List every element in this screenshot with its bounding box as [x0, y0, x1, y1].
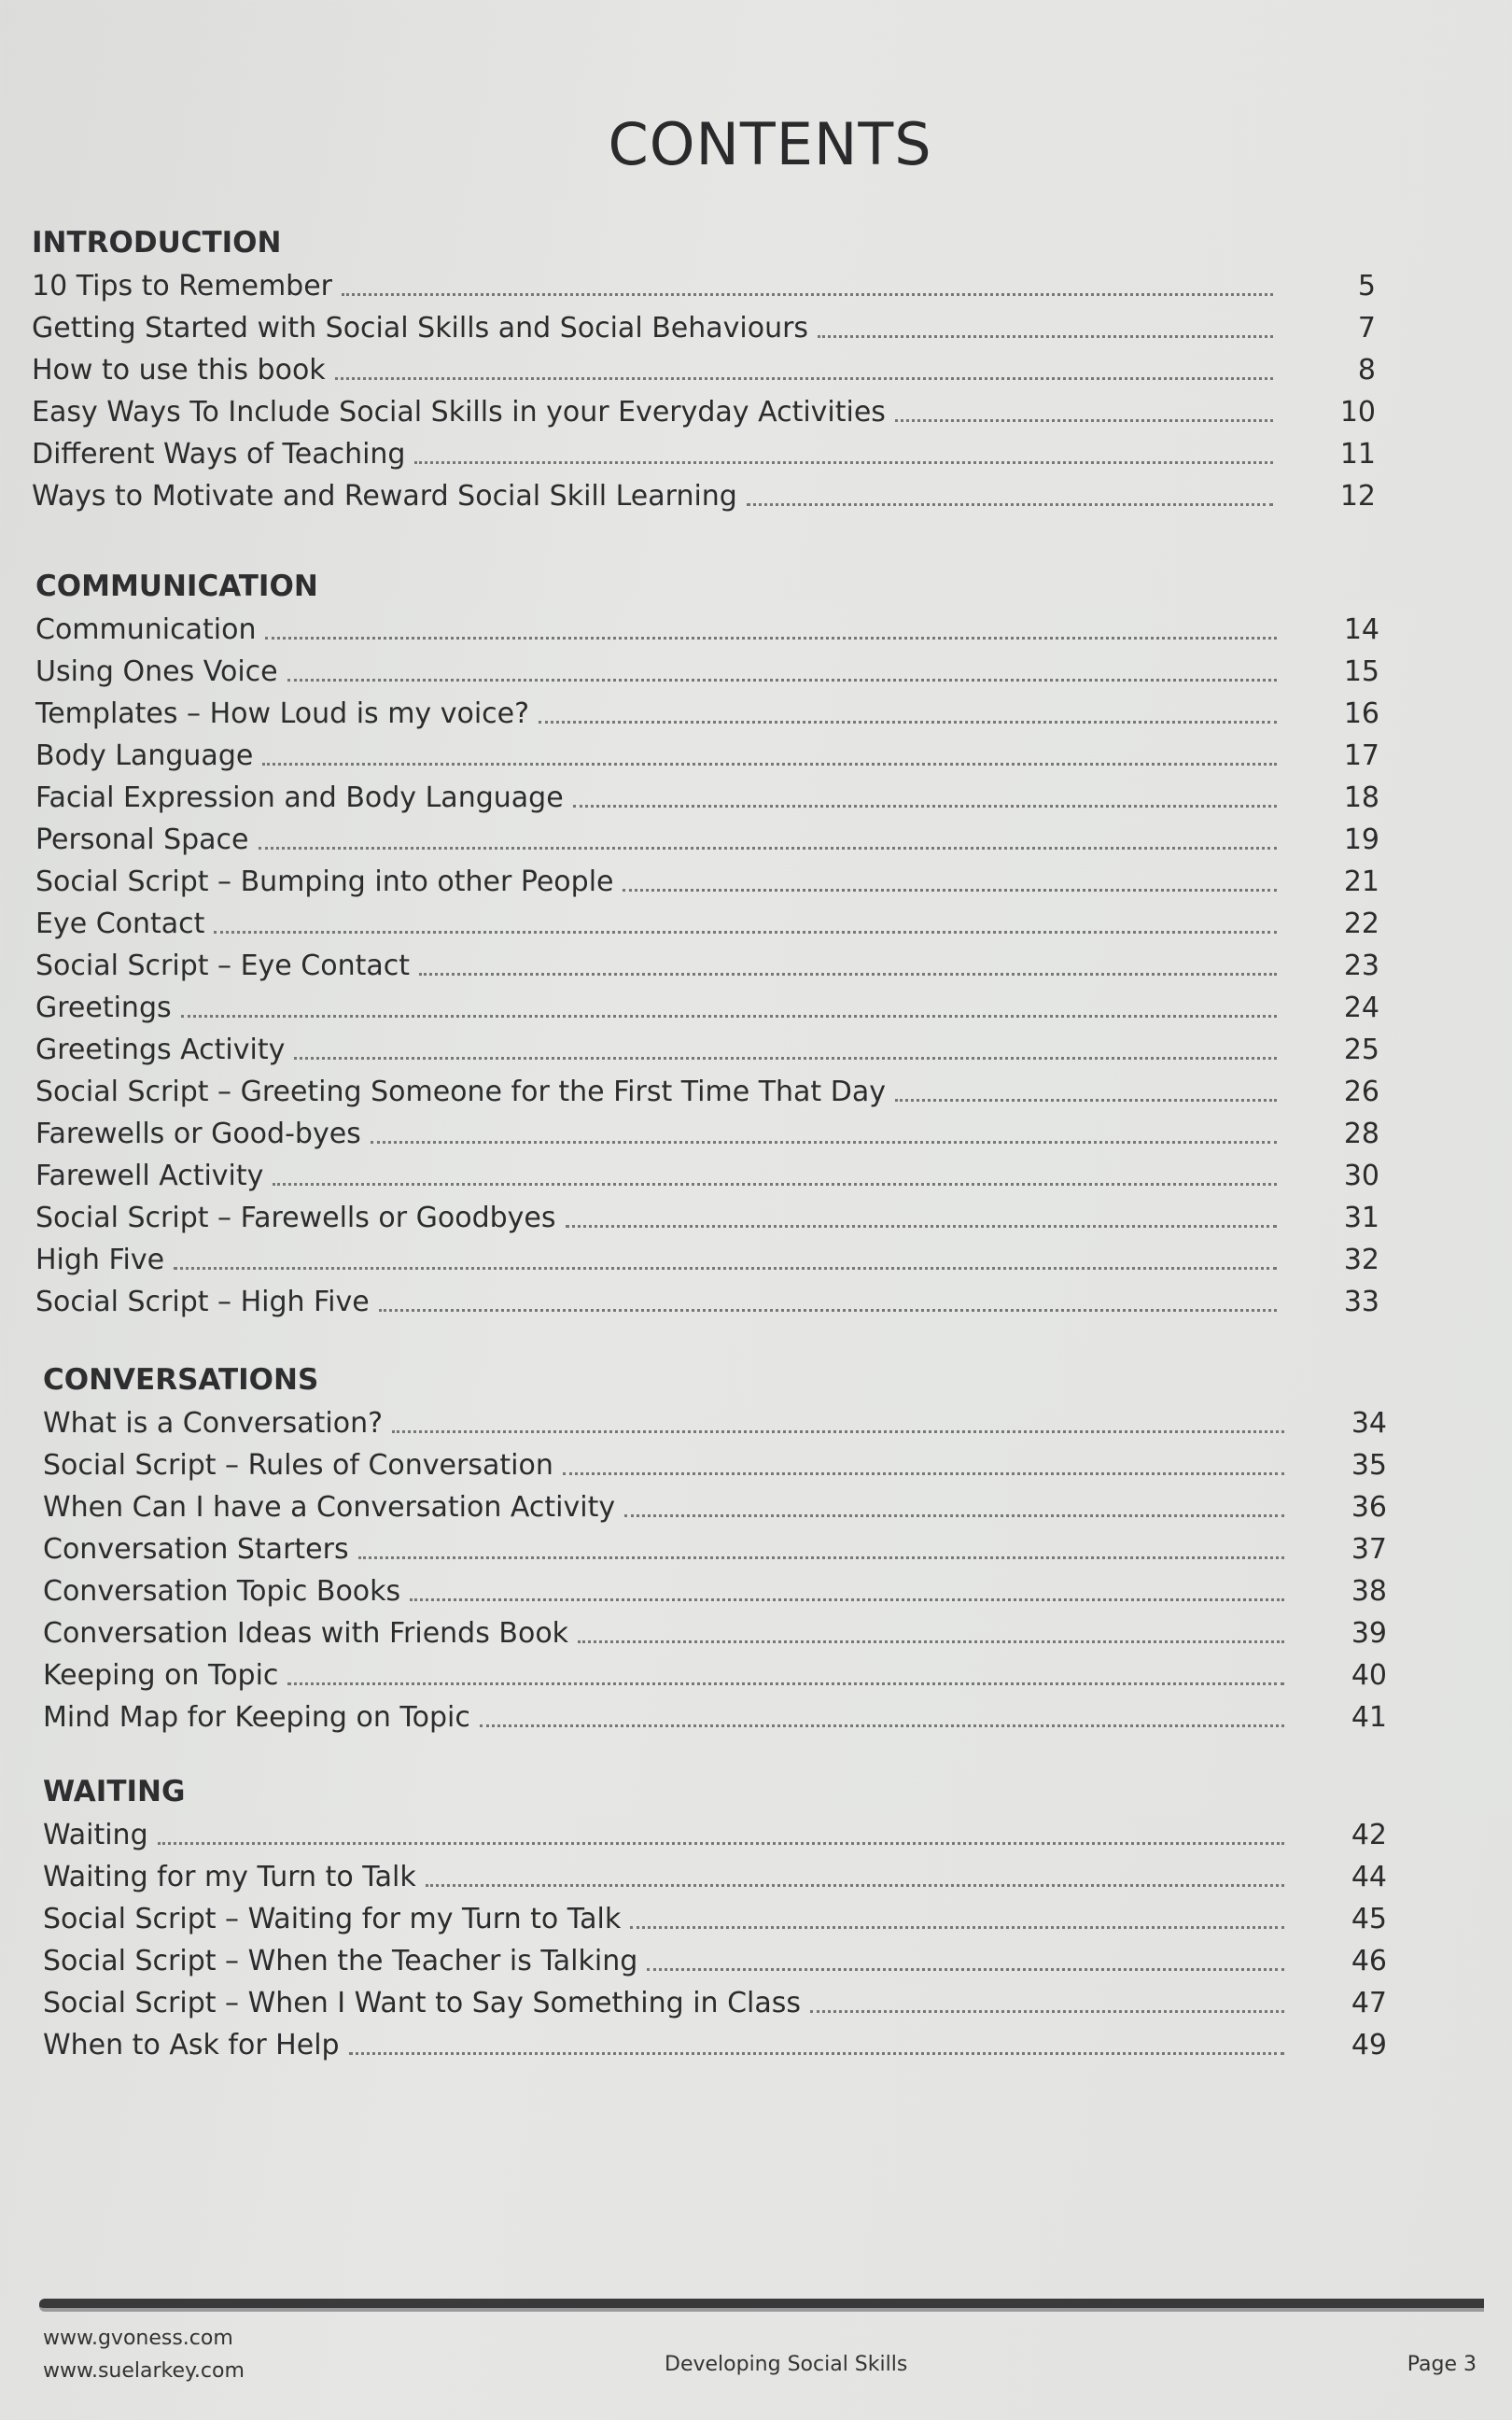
footer-book-title: Developing Social Skills	[665, 2353, 908, 2376]
entry-page-number: 10	[1339, 396, 1376, 429]
toc-entry[interactable]	[32, 307, 1376, 349]
dot-leader	[358, 1556, 1284, 1559]
dot-leader	[539, 721, 1277, 724]
dot-leader	[426, 1884, 1284, 1887]
toc-entry[interactable]	[35, 651, 1379, 693]
toc-entry[interactable]	[35, 609, 1379, 651]
section-heading: INTRODUCTION	[32, 226, 282, 260]
toc-entry[interactable]	[43, 1654, 1387, 1696]
entry-title: Social Script – Eye Contact	[35, 950, 410, 982]
toc-entry[interactable]	[35, 693, 1379, 735]
entry-title: Facial Expression and Body Language	[35, 781, 564, 814]
dot-leader	[158, 1842, 1284, 1845]
entry-title: Farewells or Good-byes	[35, 1118, 361, 1150]
footer-page-number: Page 3	[1407, 2353, 1477, 2376]
entry-title: Easy Ways To Include Social Skills in your Everyday Activities	[32, 396, 886, 429]
entry-title: Different Ways of Teaching	[32, 438, 406, 471]
toc-entry[interactable]	[43, 1982, 1387, 2024]
entry-page-number: 49	[1351, 2029, 1387, 2061]
dot-leader	[818, 335, 1273, 338]
dot-leader	[630, 1926, 1284, 1929]
entry-title: High Five	[35, 1244, 165, 1276]
toc-entry[interactable]	[35, 777, 1379, 819]
dot-leader	[410, 1598, 1284, 1601]
toc-entry[interactable]	[35, 1029, 1379, 1071]
toc-entry[interactable]	[35, 1239, 1379, 1281]
entry-page-number: 42	[1351, 1819, 1387, 1851]
toc-entry[interactable]	[35, 861, 1379, 903]
toc-entry[interactable]	[43, 1814, 1387, 1856]
entry-page-number: 19	[1343, 823, 1379, 856]
toc-entry[interactable]	[43, 1570, 1387, 1612]
dot-leader	[174, 1267, 1277, 1270]
entry-title: Social Script – Rules of Conversation	[43, 1449, 553, 1482]
dot-leader	[262, 763, 1277, 766]
dot-leader	[480, 1724, 1284, 1727]
entry-title: Mind Map for Keeping on Topic	[43, 1701, 470, 1734]
entry-title: Using Ones Voice	[35, 655, 278, 688]
entry-title: Greetings	[35, 992, 172, 1024]
toc-entry[interactable]	[32, 433, 1376, 475]
entry-page-number: 23	[1343, 950, 1379, 982]
toc-entry[interactable]	[35, 1071, 1379, 1113]
toc-entry[interactable]	[43, 1898, 1387, 1940]
dot-leader	[747, 503, 1273, 506]
entry-page-number: 16	[1343, 697, 1379, 730]
entry-page-number: 11	[1339, 438, 1376, 471]
toc-entry[interactable]	[43, 1402, 1387, 1444]
toc-entry[interactable]	[43, 1528, 1387, 1570]
entry-page-number: 14	[1343, 613, 1379, 646]
entry-page-number: 39	[1351, 1617, 1387, 1650]
entry-page-number: 32	[1343, 1244, 1379, 1276]
entry-page-number: 44	[1351, 1861, 1387, 1893]
dot-leader	[287, 1682, 1284, 1685]
dot-leader	[265, 637, 1277, 640]
footer-url-suelarkey[interactable]: www.suelarkey.com	[43, 2359, 245, 2383]
entry-page-number: 25	[1343, 1034, 1379, 1066]
entry-title: Getting Started with Social Skills and Social Behaviours	[32, 312, 809, 345]
toc-entry[interactable]	[32, 265, 1376, 307]
entry-title: How to use this book	[32, 354, 326, 387]
entry-page-number: 35	[1351, 1449, 1387, 1482]
dot-leader	[895, 419, 1273, 422]
dot-leader	[294, 1057, 1277, 1060]
section-heading: COMMUNICATION	[35, 570, 318, 603]
dot-leader	[578, 1640, 1284, 1643]
dot-leader	[342, 293, 1273, 296]
toc-entry[interactable]	[32, 391, 1376, 433]
dot-leader	[379, 1309, 1277, 1312]
entry-title: Eye Contact	[35, 908, 205, 940]
dot-leader	[273, 1183, 1277, 1186]
entry-page-number: 34	[1351, 1407, 1387, 1440]
entry-title: Body Language	[35, 739, 254, 772]
dot-leader	[287, 679, 1277, 682]
entry-title: Social Script – Waiting for my Turn to Talk	[43, 1903, 622, 1935]
dot-leader	[563, 1472, 1284, 1475]
toc-entry[interactable]	[35, 1155, 1379, 1197]
entry-page-number: 5	[1357, 270, 1376, 302]
dot-leader	[624, 1514, 1284, 1517]
toc-entry[interactable]	[35, 903, 1379, 945]
entry-title: When Can I have a Conversation Activity	[43, 1491, 616, 1524]
toc-entry[interactable]	[35, 1281, 1379, 1323]
entry-title: Waiting	[43, 1819, 148, 1851]
entry-page-number: 40	[1351, 1659, 1387, 1692]
entry-title: Templates – How Loud is my voice?	[35, 697, 530, 730]
section-heading: CONVERSATIONS	[43, 1363, 319, 1397]
entry-page-number: 26	[1343, 1076, 1379, 1108]
entry-page-number: 12	[1339, 480, 1376, 513]
entry-page-number: 18	[1343, 781, 1379, 814]
entry-page-number: 37	[1351, 1533, 1387, 1566]
entry-page-number: 41	[1351, 1701, 1387, 1734]
toc-entry[interactable]	[43, 2024, 1387, 2066]
footer-url-gvoness[interactable]: www.gvoness.com	[43, 2327, 233, 2350]
toc-entry[interactable]	[35, 735, 1379, 777]
entry-title: 10 Tips to Remember	[32, 270, 333, 302]
entry-title: What is a Conversation?	[43, 1407, 384, 1440]
toc-section-introduction	[32, 220, 1376, 517]
entry-page-number: 30	[1343, 1160, 1379, 1192]
entry-page-number: 38	[1351, 1575, 1387, 1608]
page-title: CONTENTS	[608, 110, 932, 178]
entry-page-number: 21	[1343, 865, 1379, 898]
toc-section-waiting	[43, 1769, 1387, 2066]
entry-title: Social Script – When I Want to Say Something in Class	[43, 1987, 802, 2019]
dot-leader	[419, 973, 1277, 976]
dot-leader	[392, 1430, 1284, 1433]
entry-title: Farewell Activity	[35, 1160, 264, 1192]
dot-leader	[566, 1225, 1277, 1228]
entry-page-number: 36	[1351, 1491, 1387, 1524]
entry-title: Social Script – Farewells or Goodbyes	[35, 1202, 556, 1234]
toc-entry[interactable]	[43, 1444, 1387, 1486]
entry-title: Conversation Topic Books	[43, 1575, 401, 1608]
dot-leader	[181, 1015, 1277, 1018]
entry-page-number: 46	[1351, 1945, 1387, 1977]
toc-entry[interactable]	[35, 987, 1379, 1029]
entry-title: Keeping on Topic	[43, 1659, 279, 1692]
dot-leader	[895, 1099, 1277, 1102]
dot-leader	[335, 377, 1273, 380]
dot-leader	[573, 805, 1277, 808]
entry-title: Social Script – Bumping into other People	[35, 865, 614, 898]
entry-page-number: 22	[1343, 908, 1379, 940]
entry-title: Social Script – Greeting Someone for the First Time That Day	[35, 1076, 886, 1108]
entry-page-number: 17	[1343, 739, 1379, 772]
dot-leader	[214, 931, 1277, 934]
toc-entry[interactable]	[35, 1197, 1379, 1239]
entry-title: Conversation Starters	[43, 1533, 349, 1566]
entry-title: Social Script – When the Teacher is Talking	[43, 1945, 638, 1977]
dot-leader	[259, 847, 1278, 850]
dot-leader	[623, 889, 1277, 892]
toc-entry[interactable]	[43, 1856, 1387, 1898]
entry-title: Personal Space	[35, 823, 249, 856]
entry-title: Social Script – High Five	[35, 1286, 370, 1318]
entry-page-number: 31	[1343, 1202, 1379, 1234]
entry-title: Greetings Activity	[35, 1034, 286, 1066]
entry-title: Waiting for my Turn to Talk	[43, 1861, 416, 1893]
toc-entry[interactable]	[43, 1940, 1387, 1982]
toc-section-conversations	[43, 1358, 1387, 1738]
entry-page-number: 8	[1357, 354, 1376, 387]
footer-divider	[39, 2299, 1484, 2312]
entry-title: Communication	[35, 613, 257, 646]
entry-title: Ways to Motivate and Reward Social Skill Learning	[32, 480, 737, 513]
dot-leader	[810, 2010, 1284, 2013]
entry-page-number: 45	[1351, 1903, 1387, 1935]
toc-entry[interactable]	[43, 1486, 1387, 1528]
entry-title: Conversation Ideas with Friends Book	[43, 1617, 569, 1650]
entry-page-number: 24	[1343, 992, 1379, 1024]
entry-page-number: 15	[1343, 655, 1379, 688]
toc-entry[interactable]	[32, 349, 1376, 391]
section-heading: WAITING	[43, 1775, 186, 1808]
entry-page-number: 33	[1343, 1286, 1379, 1318]
toc-entry[interactable]	[43, 1696, 1387, 1738]
dot-leader	[349, 2052, 1284, 2055]
entry-page-number: 28	[1343, 1118, 1379, 1150]
entry-page-number: 47	[1351, 1987, 1387, 2019]
toc-entry[interactable]	[35, 1113, 1379, 1155]
entry-title: When to Ask for Help	[43, 2029, 340, 2061]
dot-leader	[647, 1968, 1284, 1971]
entry-page-number: 7	[1357, 312, 1376, 345]
toc-entry[interactable]	[35, 945, 1379, 987]
toc-entry[interactable]	[35, 819, 1379, 861]
dot-leader	[414, 461, 1273, 464]
toc-section-communication	[35, 564, 1379, 1323]
toc-entry[interactable]	[32, 475, 1376, 517]
toc-entry[interactable]	[43, 1612, 1387, 1654]
dot-leader	[371, 1141, 1277, 1144]
